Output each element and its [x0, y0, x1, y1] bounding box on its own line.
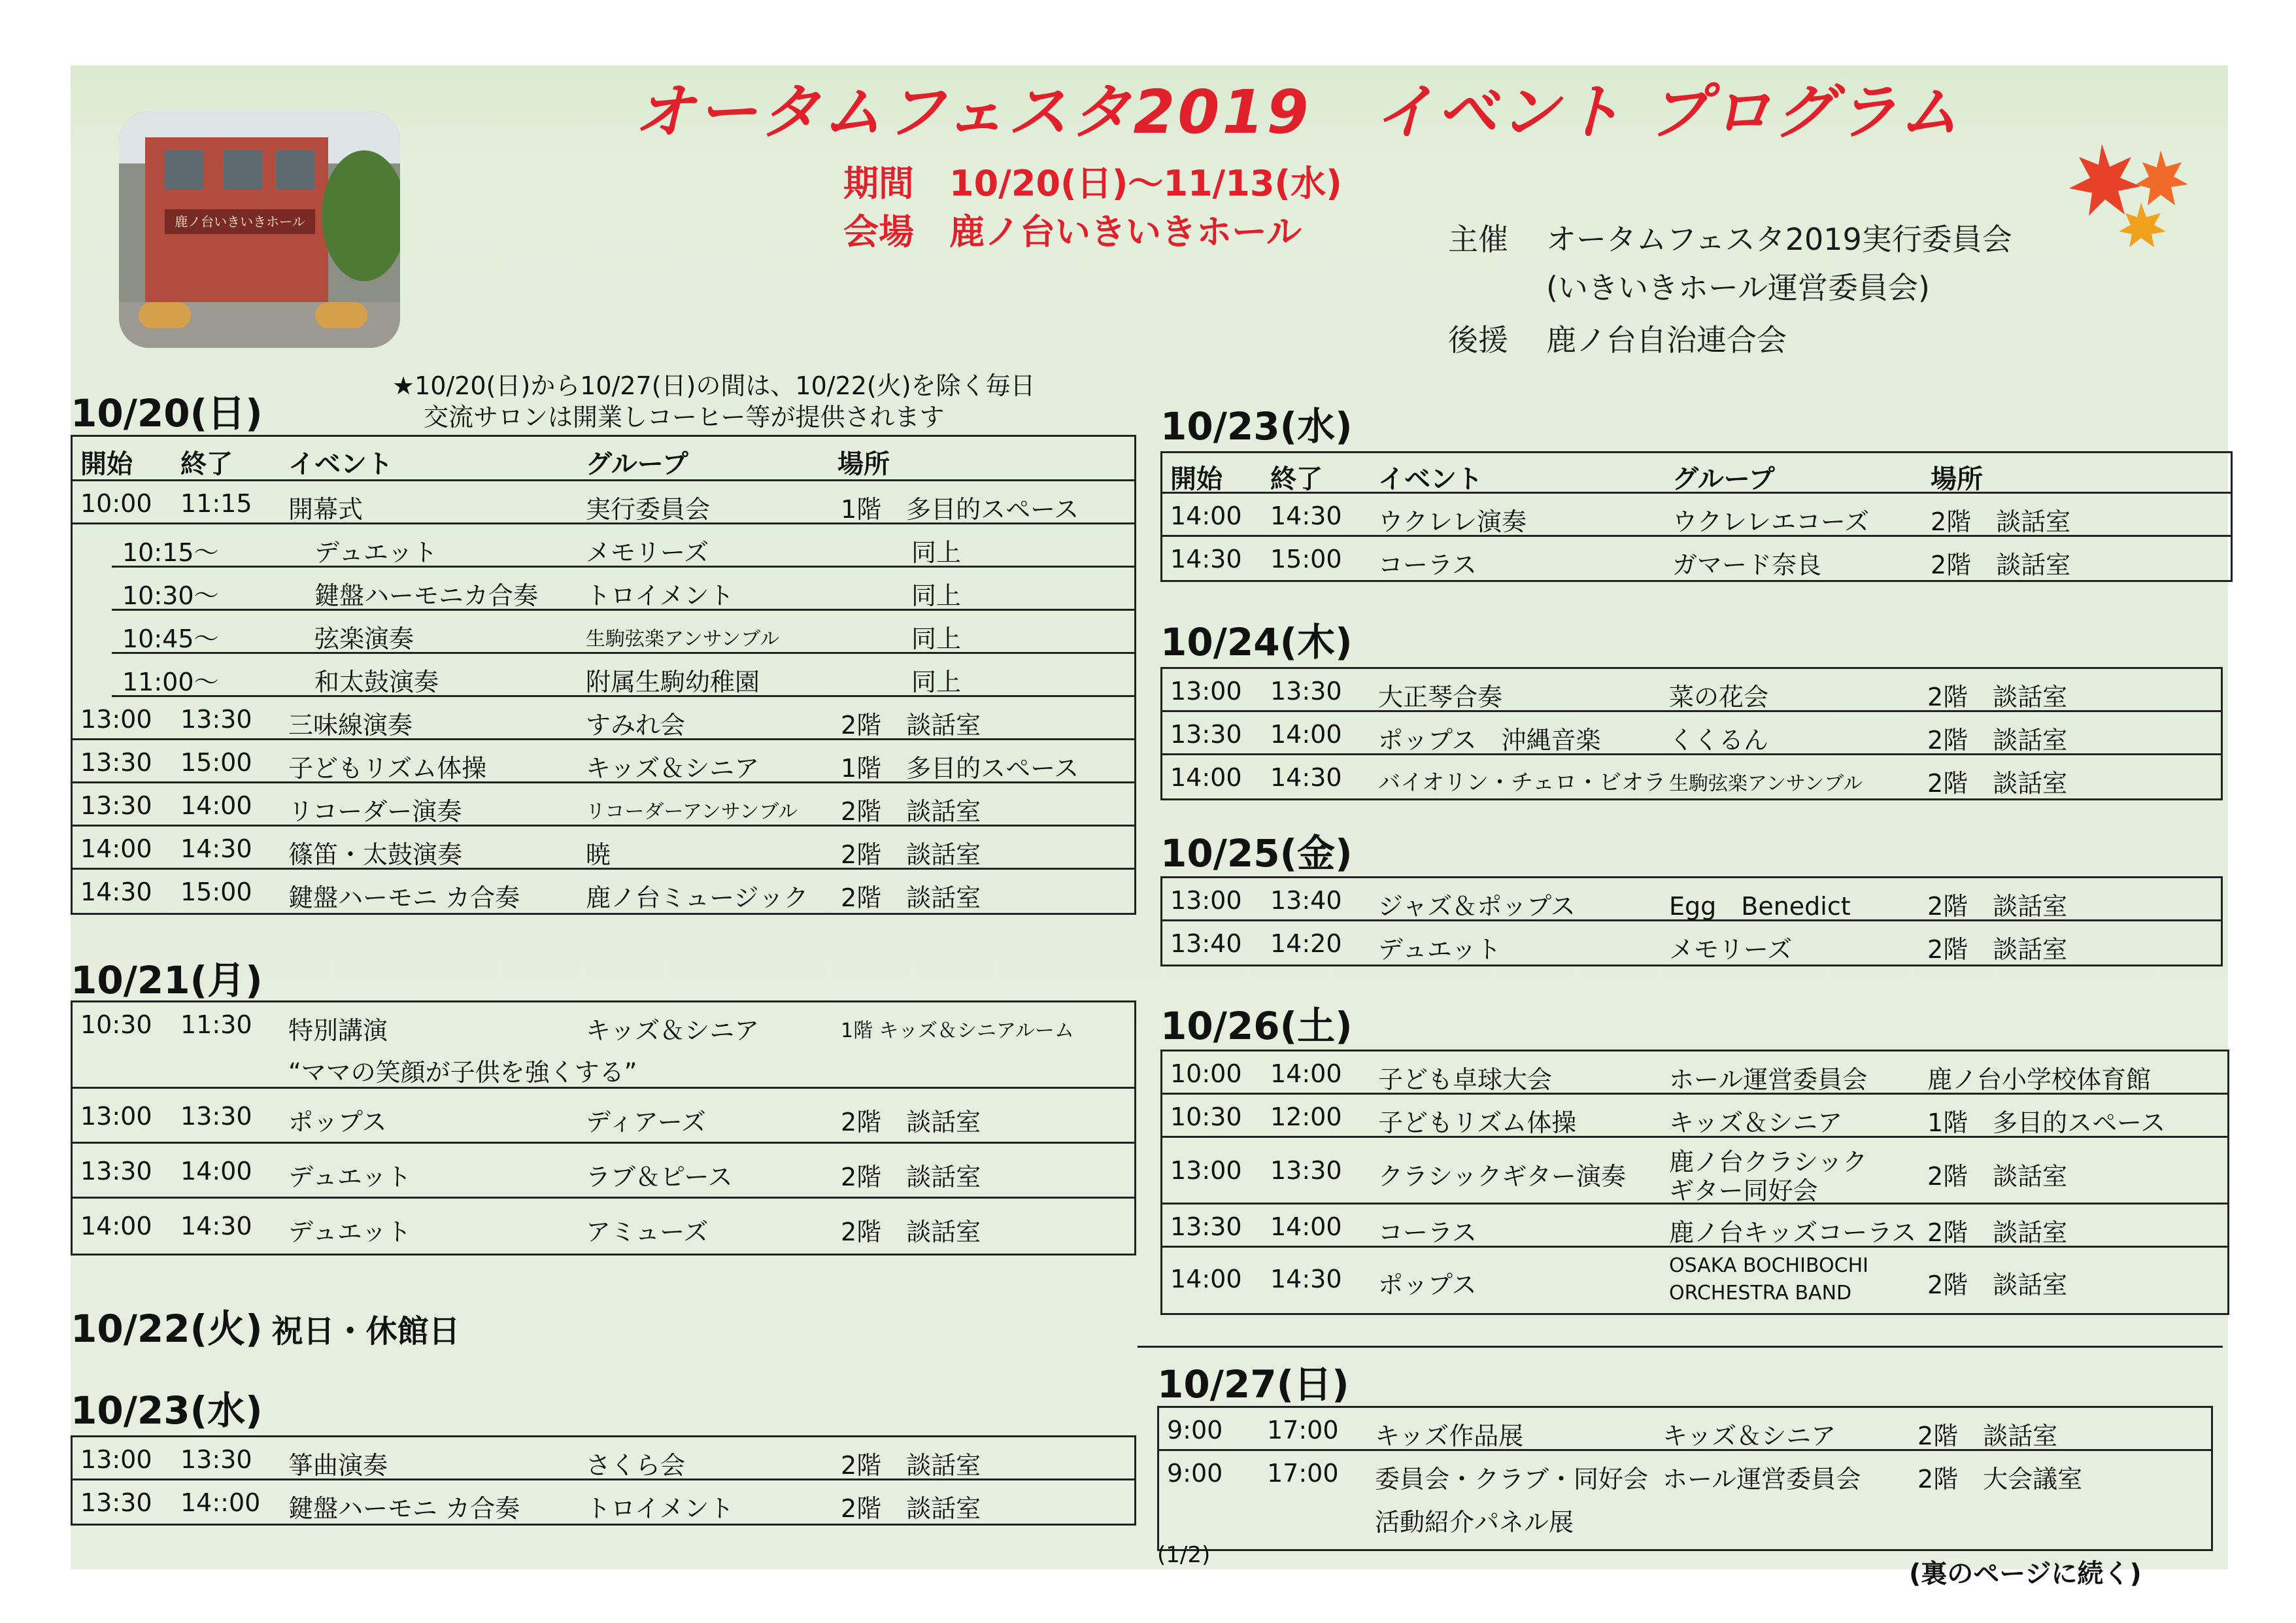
cell-group: キッズ＆シニア [1669, 1108, 1843, 1137]
cell-place: 2階 談話室 [1917, 1422, 2058, 1450]
cell-event: 鍵盤ハーモニ カ合奏 [288, 883, 520, 912]
header-end: 終了 [1270, 464, 1323, 494]
cell-start: 10:45～ [122, 624, 219, 653]
cell-place: 2階 談話室 [841, 1108, 981, 1136]
cell-place: 2階 談話室 [1931, 507, 2071, 536]
cell-place: 2階 談話室 [1927, 935, 2068, 964]
cell-group: 生駒弦楽アンサンブル [586, 628, 780, 651]
header-place: 場所 [837, 449, 890, 479]
cell-start: 10:15～ [122, 538, 219, 567]
cell-event: 委員会・クラブ・同好会 [1375, 1465, 1649, 1494]
table-row [1162, 1095, 2227, 1138]
cell-group: トロイメント [586, 1494, 734, 1523]
cell-event-subtitle: “ママの笑顔が子供を強くする” [288, 1058, 637, 1087]
cell-group: 鹿ノ台キッズコーラス [1669, 1218, 1917, 1247]
cell-end: 17:00 [1267, 1416, 1339, 1444]
day-title-1022 [71, 1298, 460, 1353]
schedule-table-1025 [1160, 876, 2223, 966]
cell-event: コーラス [1378, 551, 1477, 579]
page-title: オータムフェスタ2019 イベント プログラム [634, 77, 1962, 147]
table-row [73, 697, 1134, 740]
cell-event: 弦楽演奏 [314, 624, 414, 653]
table-row [1162, 1051, 2227, 1095]
cell-group-line2: ギター同好会 [1669, 1176, 1818, 1205]
day-title-1027: 10/27(日) [1157, 1362, 1349, 1407]
cell-event: 子どもリズム体操 [288, 754, 487, 783]
cell-end: 14:30 [1270, 763, 1342, 792]
cell-end: 15:00 [1270, 545, 1342, 573]
schedule-table-1023-right [1160, 451, 2233, 582]
cell-event-line2: 活動紹介パネル展 [1375, 1508, 1574, 1537]
cell-event: デュエット [288, 1218, 412, 1246]
cell-place: 同上 [911, 668, 962, 696]
cell-end: 13:30 [180, 1102, 252, 1131]
table-row [1162, 1138, 2227, 1204]
table-row [112, 611, 1134, 654]
header-place: 場所 [1931, 464, 1983, 494]
table-row [73, 481, 1134, 524]
cell-group: Egg Benedict [1669, 892, 1851, 921]
cell-group: 鹿ノ台クラシック [1669, 1148, 1868, 1176]
table-row [73, 1437, 1134, 1480]
cell-group: キッズ＆シニア [586, 754, 760, 783]
cell-event: ウクレレ演奏 [1378, 507, 1527, 536]
table-row [1162, 712, 2221, 755]
cell-start: 13:40 [1170, 929, 1242, 958]
cell-place: 同上 [911, 581, 962, 610]
cell-end: 13:30 [180, 705, 252, 734]
cell-end: 13:30 [1270, 1156, 1342, 1185]
header-event: イベント [1378, 464, 1483, 494]
table-row [1159, 1451, 2211, 1549]
cell-start: 13:00 [1170, 886, 1242, 915]
cell-group: メモリーズ [586, 538, 709, 567]
cell-event: コーラス [1378, 1218, 1477, 1247]
cell-event: キッズ作品展 [1375, 1422, 1524, 1450]
table-row [1162, 1248, 2227, 1313]
cell-place: 1階 多目的スペース [841, 495, 1079, 524]
cell-place: 2階 談話室 [841, 1451, 981, 1480]
cell-end: 14:00 [1270, 720, 1342, 749]
schedule-table-1027 [1157, 1406, 2213, 1551]
header-start: 開始 [80, 449, 133, 479]
table-header [1162, 453, 2231, 494]
cell-place: 2階 談話室 [841, 797, 981, 826]
cell-group: ラブ＆ピース [586, 1163, 733, 1191]
cell-start: 13:30 [80, 1157, 152, 1186]
table-row [112, 524, 1134, 568]
cell-group: ホール運営委員会 [1669, 1065, 1868, 1094]
cell-start: 14:30 [1170, 545, 1242, 573]
cell-start: 14:00 [80, 834, 152, 863]
table-row [1162, 537, 2231, 580]
cell-start: 13:30 [80, 1488, 152, 1517]
header-event: イベント [288, 449, 393, 479]
cell-end: 14:30 [1270, 502, 1342, 530]
cell-end: 14:30 [180, 1212, 252, 1240]
cell-end: 15:00 [180, 748, 252, 777]
day-title-1023-right: 10/23(水) [1160, 404, 1353, 449]
day-title-1021: 10/21(月) [71, 958, 263, 1002]
table-row [73, 827, 1134, 870]
cell-place: 2階 談話室 [841, 711, 981, 740]
cell-end: 13:30 [1270, 677, 1342, 706]
cell-end: 14:00 [1270, 1212, 1342, 1241]
cell-start: 13:00 [80, 1445, 152, 1474]
day-title-1020: 10/20(日) [71, 391, 263, 436]
closed-note: 祝日・休館日 [271, 1313, 460, 1350]
cell-start: 14:00 [1170, 1265, 1242, 1293]
table-row [73, 740, 1134, 783]
cell-place: 2階 談話室 [841, 1218, 981, 1246]
schedule-table-1024 [1160, 667, 2223, 800]
table-header [73, 437, 1134, 481]
cell-place: 1階 キッズ＆シニアルーム [841, 1019, 1074, 1042]
cell-place: 2階 談話室 [841, 883, 981, 912]
table-row [73, 1089, 1134, 1144]
cell-end: 13:30 [180, 1445, 252, 1474]
cell-start: 13:30 [80, 748, 152, 777]
cell-event: ポップス [288, 1108, 387, 1136]
schedule-table-1020 [71, 435, 1136, 915]
table-row [112, 568, 1134, 611]
cell-event: 子どもリズム体操 [1378, 1108, 1577, 1137]
cell-event: 篠笛・太鼓演奏 [288, 840, 463, 869]
cell-event: 大正琴合奏 [1378, 683, 1503, 711]
cell-group: さくら会 [586, 1451, 686, 1480]
cell-group: キッズ＆シニア [586, 1016, 760, 1045]
cell-event: デュエット [314, 538, 438, 567]
table-row [73, 783, 1134, 827]
cell-start: 13:00 [1170, 1156, 1242, 1185]
cell-group-line2: ORCHESTRA BAND [1669, 1282, 1852, 1305]
sponsor-name: 鹿ノ台自治連合会 [1546, 322, 1787, 358]
cell-start: 10:30～ [122, 581, 219, 610]
table-row [112, 654, 1134, 697]
notice-line-2: 交流サロンは開業しコーヒー等が提供されます [424, 403, 945, 432]
cell-place: 1階 多目的スペース [841, 754, 1079, 783]
table-row [73, 870, 1134, 913]
cell-end: 11:30 [180, 1010, 252, 1039]
notice-line-1: ★10/20(日)から10/27(日)の間は、10/22(火)を除く毎日 [392, 371, 1036, 400]
cell-end: 14:20 [1270, 929, 1342, 958]
cell-end: 13:40 [1270, 886, 1342, 915]
cell-place: 2階 談話室 [1927, 1271, 2068, 1299]
cell-event: 子ども卓球大会 [1378, 1065, 1553, 1094]
organizer-label: 主催 [1448, 222, 1508, 257]
continued-note: (裏のページに続く) [1909, 1559, 2142, 1589]
cell-place: 鹿ノ台小学校体育館 [1927, 1065, 2152, 1094]
cell-group: 暁 [586, 840, 611, 869]
organizer-name: オータムフェスタ2019実行委員会 [1546, 222, 2012, 257]
table-row [1162, 755, 2221, 798]
day-title-1022-date: 10/22(火) [71, 1307, 263, 1351]
cell-event: ジャズ＆ポップス [1378, 892, 1576, 921]
cell-event: ポップス 沖縄音楽 [1378, 726, 1601, 755]
table-row [73, 1199, 1134, 1254]
organizer-name-sub: (いきいきホール運営委員会) [1546, 270, 1930, 305]
day-title-1023-left: 10/23(水) [71, 1388, 263, 1433]
schedule-table-1021 [71, 1000, 1136, 1256]
header-end: 終了 [180, 449, 233, 479]
cell-start: 11:00～ [122, 668, 219, 696]
cell-end: 14:30 [1270, 1265, 1342, 1293]
cell-place: 同上 [911, 538, 962, 567]
cell-group: リコーダーアンサンブル [586, 800, 798, 823]
cell-group: ホール運営委員会 [1663, 1465, 1861, 1494]
table-row [1162, 669, 2221, 712]
cell-end: 17:00 [1267, 1459, 1339, 1488]
cell-group: トロイメント [586, 581, 734, 610]
sponsor-label: 後援 [1448, 322, 1508, 358]
notice [392, 370, 1036, 433]
cell-start: 13:30 [1170, 720, 1242, 749]
cell-place: 1階 多目的スペース [1927, 1108, 2166, 1137]
header-start: 開始 [1170, 464, 1223, 494]
cell-group: 鹿ノ台ミュージック [586, 883, 809, 912]
cell-group: 実行委員会 [586, 495, 711, 524]
table-row [73, 1480, 1134, 1524]
cell-event: 鍵盤ハーモニカ合奏 [314, 581, 539, 610]
cell-place: 2階 談話室 [1927, 769, 2068, 798]
cell-group: OSAKA BOCHIBOCHI [1669, 1254, 1868, 1277]
cell-event: 和太鼓演奏 [314, 668, 439, 696]
cell-start: 9:00 [1167, 1459, 1223, 1488]
cell-end: 11:15 [180, 489, 252, 518]
cell-start: 14:00 [1170, 763, 1242, 792]
cell-place: 2階 談話室 [1927, 892, 2068, 921]
cell-start: 13:00 [1170, 677, 1242, 706]
cell-event: 特別講演 [288, 1016, 388, 1045]
cell-group: くくるん [1669, 726, 1769, 755]
cell-start: 10:30 [80, 1010, 152, 1039]
cell-end: 14:00 [1270, 1059, 1342, 1088]
cell-group: すみれ会 [586, 711, 686, 740]
day-title-1025: 10/25(金) [1160, 831, 1353, 876]
cell-place: 2階 談話室 [841, 1163, 981, 1191]
table-row [1162, 494, 2231, 537]
schedule-table-1023-left [71, 1435, 1136, 1526]
cell-start: 13:30 [1170, 1212, 1242, 1241]
event-venue: 会場 鹿ノ台いきいきホール [843, 211, 1302, 252]
cell-event: デュエット [1378, 935, 1502, 964]
table-row [73, 1144, 1134, 1199]
cell-start: 14:00 [80, 1212, 152, 1240]
day-title-1024: 10/24(木) [1160, 620, 1353, 664]
cell-group: ディアーズ [586, 1108, 706, 1136]
event-period: 期間 10/20(日)～11/13(水) [843, 163, 1342, 204]
cell-event: 三味線演奏 [288, 711, 413, 740]
cell-end: 14:30 [180, 834, 252, 863]
cell-event: デュエット [288, 1163, 412, 1191]
cell-group: メモリーズ [1669, 935, 1793, 964]
cell-place: 2階 談話室 [1927, 1218, 2068, 1247]
cell-event: 鍵盤ハーモニ カ合奏 [288, 1494, 520, 1523]
cell-start: 13:00 [80, 705, 152, 734]
venue-photo [119, 111, 400, 348]
cell-event: 開幕式 [288, 495, 363, 524]
cell-group: 菜の花会 [1669, 683, 1769, 711]
cell-group: ガマード奈良 [1672, 551, 1822, 579]
table-row [1162, 878, 2221, 921]
cell-place: 2階 談話室 [1931, 551, 2071, 579]
cell-place: 2階 談話室 [1927, 683, 2068, 711]
table-row [1162, 1204, 2227, 1248]
cell-group: ウクレレエコーズ [1672, 507, 1870, 536]
divider [1138, 1346, 2223, 1348]
schedule-table-1026 [1160, 1050, 2229, 1315]
cell-end: 15:00 [180, 878, 252, 906]
cell-end: 14:00 [180, 791, 252, 820]
day-title-1026: 10/26(土) [1160, 1004, 1353, 1048]
venue-sign: 鹿ノ台いきいきホール [165, 209, 315, 234]
cell-end: 14:00 [180, 1157, 252, 1186]
cell-event: バイオリン・チェロ・ビオラ [1378, 770, 1666, 796]
cell-group: キッズ＆シニア [1663, 1422, 1836, 1450]
cell-event: ポップス [1378, 1271, 1477, 1299]
cell-group: 附属生駒幼稚園 [586, 668, 760, 696]
cell-event: クラシックギター演奏 [1378, 1162, 1626, 1191]
cell-start: 9:00 [1167, 1416, 1223, 1444]
cell-place: 2階 談話室 [1927, 726, 2068, 755]
cell-place: 同上 [911, 624, 962, 653]
cell-end: 12:00 [1270, 1102, 1342, 1131]
cell-group: アミューズ [586, 1218, 709, 1246]
cell-start: 10:00 [80, 489, 152, 518]
table-row [1159, 1408, 2211, 1451]
cell-start: 10:30 [1170, 1102, 1242, 1131]
cell-place: 2階 談話室 [1927, 1162, 2068, 1191]
cell-event: 箏曲演奏 [288, 1451, 388, 1480]
header-group: グループ [1672, 464, 1775, 494]
maple-leaf-icon [2063, 137, 2193, 248]
cell-start: 14:00 [1170, 502, 1242, 530]
table-row [73, 1002, 1134, 1089]
table-row [1162, 921, 2221, 965]
cell-place: 2階 大会議室 [1917, 1465, 2083, 1494]
cell-group: 生駒弦楽アンサンブル [1669, 772, 1863, 795]
cell-start: 10:00 [1170, 1059, 1242, 1088]
page-number: (1/2) [1157, 1542, 1211, 1568]
cell-start: 13:30 [80, 791, 152, 820]
header-group: グループ [586, 449, 688, 479]
cell-place: 2階 談話室 [841, 840, 981, 869]
cell-start: 14:30 [80, 878, 152, 906]
cell-event: リコーダー演奏 [288, 797, 462, 826]
cell-place: 2階 談話室 [841, 1494, 981, 1523]
cell-end: 14::00 [180, 1488, 261, 1517]
cell-start: 13:00 [80, 1102, 152, 1131]
